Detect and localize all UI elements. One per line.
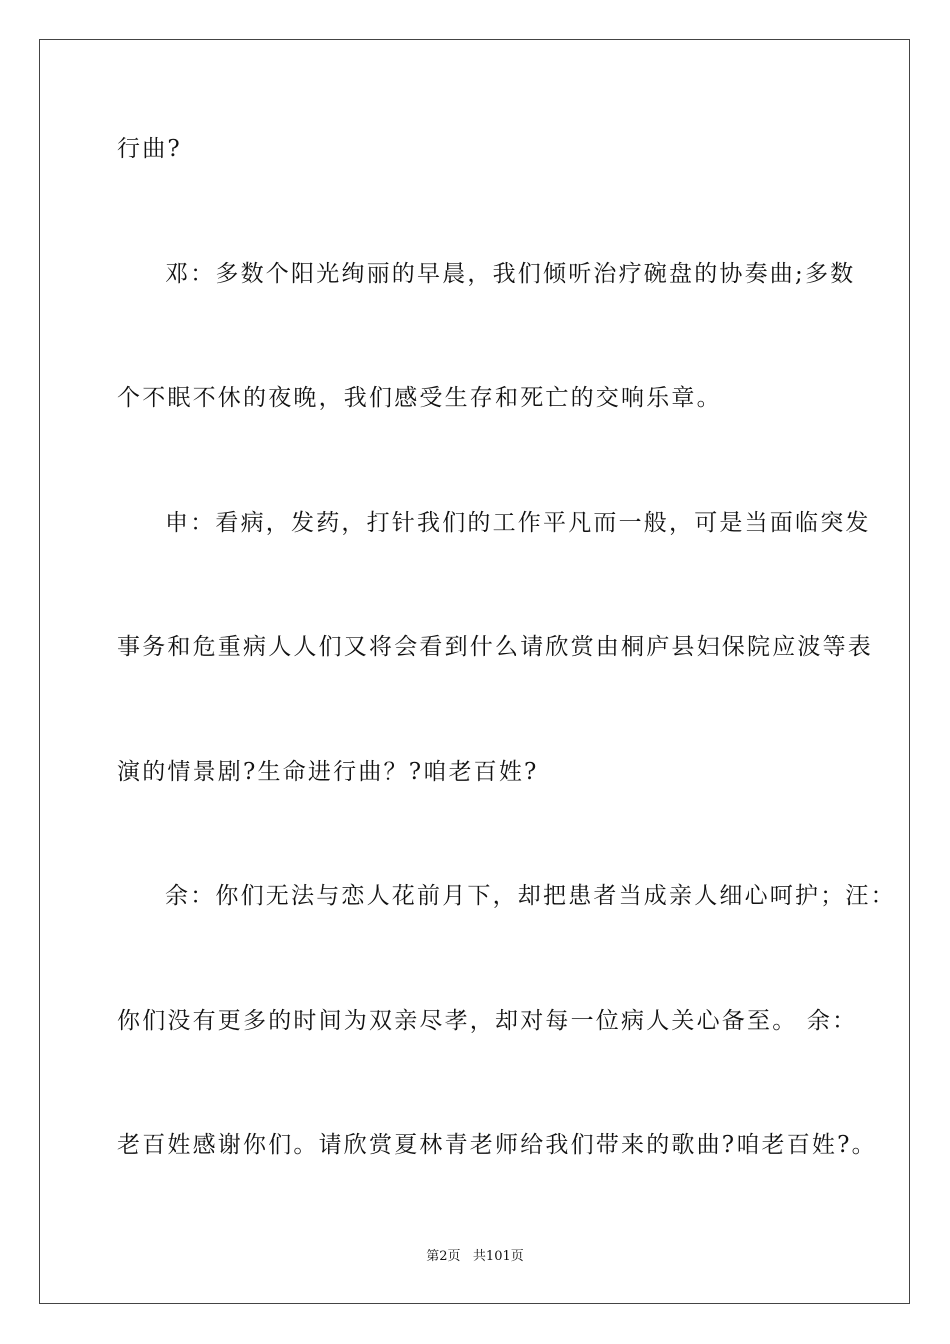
- text-line-7: 余：你们无法与恋人花前月下，却把患者当成亲人细心呵护；汪：: [165, 883, 896, 909]
- text-line-3: 个不眠不休的夜晚，我们感受生存和死亡的交响乐章。: [117, 385, 722, 411]
- page-border: [39, 39, 910, 1304]
- text-line-9: 老百姓感谢你们。请欣赏夏林青老师给我们带来的歌曲?咱老百姓?。: [117, 1132, 877, 1158]
- text-line-6: 演的情景剧?生命进行曲？?咱老百姓?: [117, 759, 539, 785]
- text-line-2: 邓：多数个阳光绚丽的早晨，我们倾听治疗碗盘的协奏曲;多数: [165, 261, 856, 287]
- text-line-4: 申：看病，发药，打针我们的工作平凡而一般，可是当面临突发: [165, 510, 871, 536]
- text-line-5: 事务和危重病人人们又将会看到什么请欣赏由桐庐县妇保院应波等表: [117, 634, 873, 660]
- page-number-footer: 第2页 共101页: [426, 1249, 524, 1264]
- text-line-8: 你们没有更多的时间为双亲尽孝，却对每一位病人关心备至。 余：: [117, 1008, 858, 1034]
- text-line-1: 行曲?: [117, 136, 182, 162]
